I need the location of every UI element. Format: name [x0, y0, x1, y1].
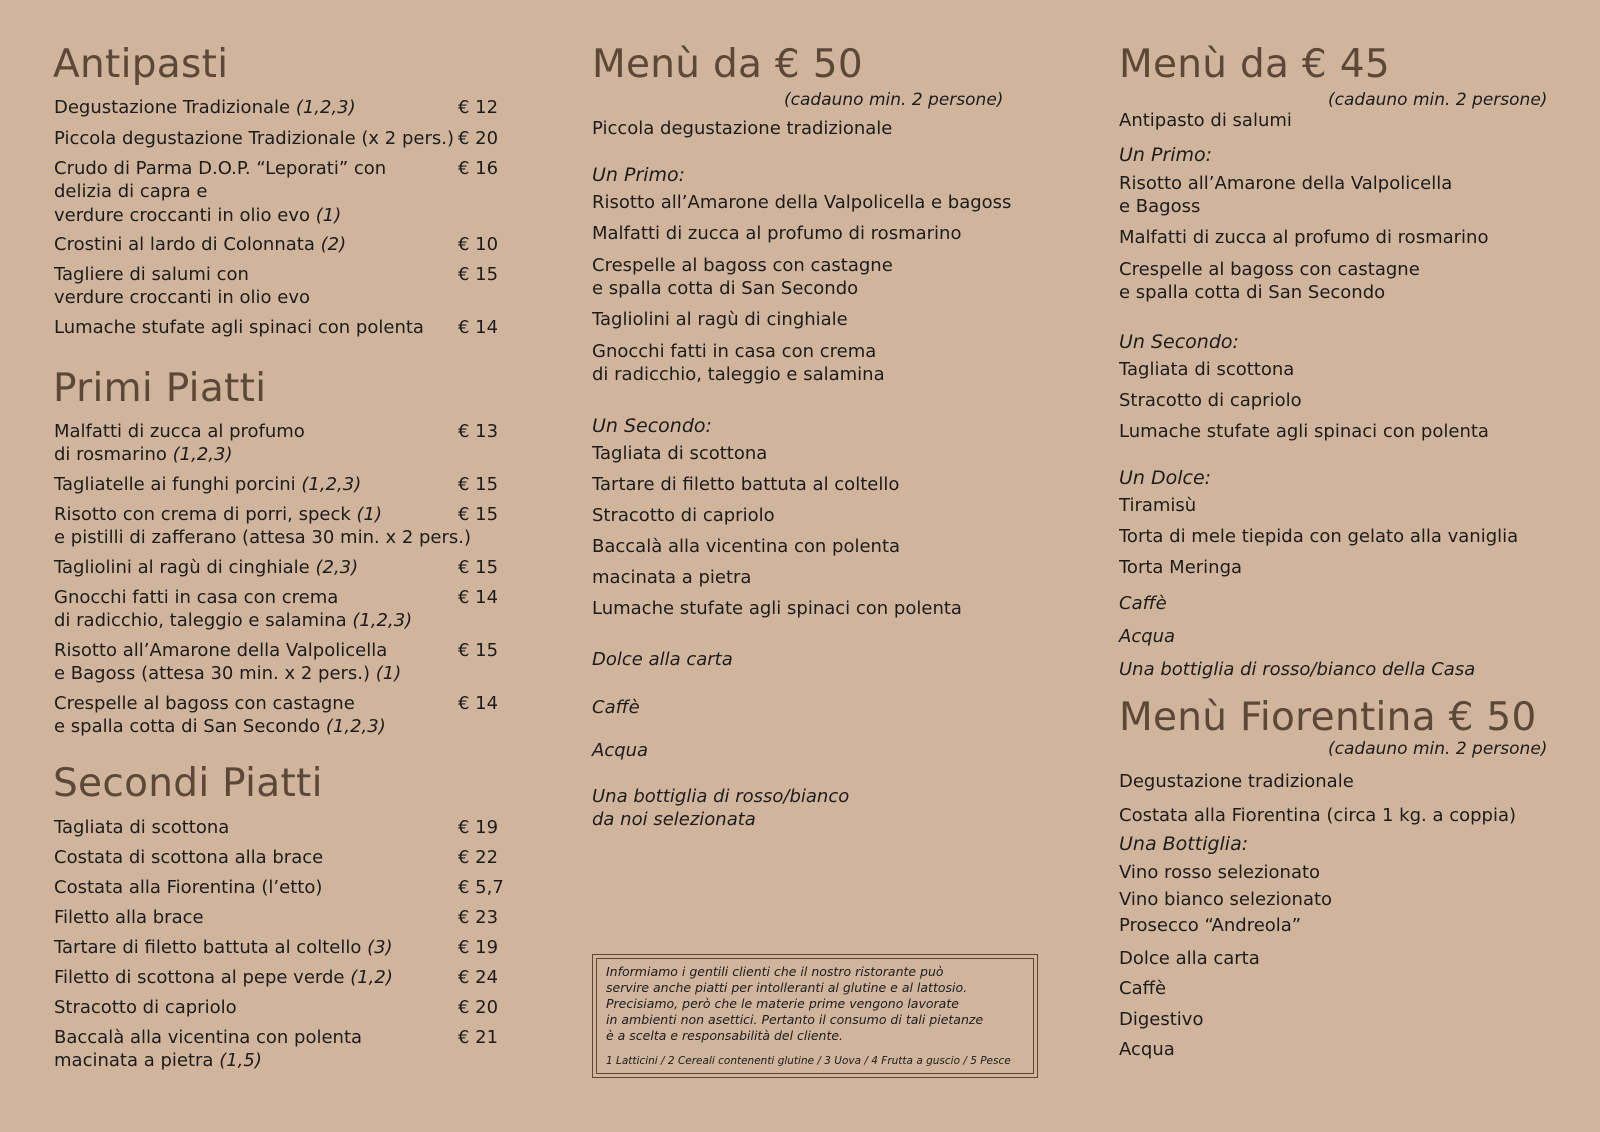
menu-item-name: Crostini al lardo di Colonnata (2): [54, 234, 347, 255]
section-title-secondi: Secondi Piatti: [53, 761, 323, 806]
menu-choice: Malfatti di zucca al profumo di rosmarino: [1119, 227, 1489, 248]
menu-item-price: € 15: [458, 264, 499, 285]
menu-item-name-cont: di radicchio, taleggio e salamina (1,2,3): [54, 610, 413, 631]
notice-line: è a scelta e responsabilità del cliente.: [606, 1028, 844, 1043]
menu-item-name: Filetto di scottona al pepe verde (1,2): [54, 967, 393, 988]
menu-choice-cont: e spalla cotta di San Secondo: [1119, 282, 1386, 303]
menu-extra: Acqua: [1119, 1039, 1175, 1060]
menu-item-name: Tartare di filetto battuta al coltello (3): [54, 937, 393, 958]
menu-item-name-cont: e spalla cotta di San Secondo (1,2,3): [54, 716, 386, 737]
menu-item-name: Crespelle al bagoss con castagne: [54, 693, 355, 714]
menu-item-name-cont: e Bagoss (attesa 30 min. x 2 pers.) (1): [54, 663, 402, 684]
menu-item-price: € 20: [458, 997, 499, 1018]
menu-item-price: € 15: [458, 557, 499, 578]
section-title-menu-45: Menù da € 45: [1119, 42, 1390, 87]
menu-choice: Tagliata di scottona: [1119, 359, 1295, 380]
menu-item-name: Baccalà alla vicentina con polenta: [54, 1027, 363, 1048]
menu-item-name: Risotto all’Amarone della Valpolicella: [54, 640, 388, 661]
section-title-menu-50: Menù da € 50: [592, 42, 863, 87]
notice-line: Precisiamo, però che le materie prime vengono lavorate: [606, 996, 959, 1011]
menu-item-price: € 5,7: [458, 877, 504, 898]
menu-subtitle: (cadauno min. 2 persone): [1328, 90, 1548, 110]
menu-choice: Crespelle al bagoss con castagne: [592, 255, 893, 276]
menu-choice: Torta Meringa: [1119, 557, 1243, 578]
menu-item-name: Costata alla Fiorentina (l’etto): [54, 877, 323, 898]
menu-item-price: € 19: [458, 817, 499, 838]
menu-item-name: Crudo di Parma D.O.P. “Leporati” con: [54, 158, 387, 179]
course-label: Un Secondo:: [592, 415, 712, 437]
menu-item-price: € 16: [458, 158, 499, 179]
menu-choice: Lumache stufate agli spinaci con polenta: [1119, 421, 1489, 442]
menu-item-name: Malfatti di zucca al profumo: [54, 421, 305, 442]
menu-item-price: € 15: [458, 640, 499, 661]
menu-item-name-cont: e pistilli di zafferano (attesa 30 min. x 2 pers.): [54, 527, 472, 548]
menu-item-price: € 14: [458, 693, 499, 714]
menu-choice: Vino bianco selezionato: [1119, 889, 1333, 910]
menu-extra: Dolce alla carta: [1119, 948, 1260, 969]
menu-choice: Gnocchi fatti in casa con crema: [592, 341, 877, 362]
menu-choice: Malfatti di zucca al profumo di rosmarino: [592, 223, 962, 244]
menu-item-name: Piccola degustazione Tradizionale (x 2 pers.): [54, 128, 454, 149]
menu-extra-cont: da noi selezionata: [592, 809, 756, 830]
menu-extra: Caffè: [1119, 593, 1167, 614]
menu-item-name: Degustazione Tradizionale (1,2,3): [54, 97, 356, 118]
menu-item-name: Lumache stufate agli spinaci con polenta: [54, 317, 424, 338]
menu-extra: Dolce alla carta: [592, 649, 733, 670]
menu-starter: Piccola degustazione tradizionale: [592, 118, 893, 139]
menu-item-price: € 14: [458, 587, 499, 608]
menu-item-name: Costata di scottona alla brace: [54, 847, 324, 868]
menu-extra: Una bottiglia di rosso/bianco: [592, 786, 850, 807]
menu-choice: Vino rosso selezionato: [1119, 862, 1321, 883]
menu-item-name: Tagliatelle ai funghi porcini (1,2,3): [54, 474, 362, 495]
menu-item-price: € 12: [458, 97, 499, 118]
menu-extra: Acqua: [592, 740, 649, 761]
menu-choice: Lumache stufate agli spinaci con polenta: [592, 598, 962, 619]
menu-item-name: Risotto con crema di porri, speck (1): [54, 504, 382, 525]
menu-item-name-cont: verdure croccanti in olio evo (1): [54, 205, 342, 226]
menu-extra: Una bottiglia di rosso/bianco della Casa: [1119, 659, 1476, 680]
menu-subtitle: (cadauno min. 2 persone): [1328, 739, 1548, 759]
menu-extra: Caffè: [592, 697, 640, 718]
menu-choice: Baccalà alla vicentina con polenta: [592, 536, 901, 557]
course-label: Una Bottiglia:: [1119, 833, 1249, 855]
menu-item-name: Tagliata di scottona: [54, 817, 230, 838]
course-label: Un Dolce:: [1119, 467, 1212, 489]
section-title-antipasti: Antipasti: [53, 42, 229, 87]
menu-extra: Acqua: [1119, 626, 1176, 647]
menu-item-price: € 14: [458, 317, 499, 338]
menu-item-price: € 19: [458, 937, 499, 958]
menu-item-price: € 15: [458, 504, 499, 525]
allergen-notice-box: [592, 954, 1038, 1078]
menu-item-name-cont: verdure croccanti in olio evo: [54, 287, 310, 308]
menu-choice: Risotto all’Amarone della Valpolicella e bagoss: [592, 192, 1012, 213]
menu-item-price: € 10: [458, 234, 499, 255]
menu-choice: Stracotto di capriolo: [592, 505, 775, 526]
menu-item-name-cont: macinata a pietra (1,5): [54, 1050, 262, 1071]
course-label: Un Secondo:: [1119, 331, 1239, 353]
menu-item-price: € 20: [458, 128, 499, 149]
menu-starter: Antipasto di salumi: [1119, 110, 1292, 131]
menu-choice: Tagliata di scottona: [592, 443, 768, 464]
menu-item-price: € 22: [458, 847, 499, 868]
menu-item-price: € 21: [458, 1027, 499, 1048]
menu-item-name: Tagliere di salumi con: [54, 264, 249, 285]
menu-extra: Caffè: [1119, 978, 1167, 999]
menu-item-price: € 24: [458, 967, 499, 988]
menu-choice: Costata alla Fiorentina (circa 1 kg. a coppia): [1119, 805, 1517, 826]
section-title-primi: Primi Piatti: [53, 366, 267, 411]
menu-choice-cont: di radicchio, taleggio e salamina: [592, 364, 885, 385]
menu-choice-cont: e Bagoss: [1119, 196, 1201, 217]
menu-subtitle: (cadauno min. 2 persone): [784, 90, 1004, 110]
menu-choice: Tagliolini al ragù di cinghiale: [592, 309, 848, 330]
menu-item-name: Tagliolini al ragù di cinghiale (2,3): [54, 557, 359, 578]
menu-choice: Crespelle al bagoss con castagne: [1119, 259, 1420, 280]
allergen-legend: 1 Latticini / 2 Cereali contenenti glutine / 3 Uova / 4 Frutta a guscio / 5 Pesce: [606, 1055, 1011, 1067]
menu-item-name: Gnocchi fatti in casa con crema: [54, 587, 339, 608]
notice-line: Informiamo i gentili clienti che il nostro ristorante può: [606, 964, 944, 979]
section-title-menu-fiorentina: Menù Fiorentina € 50: [1119, 695, 1537, 740]
notice-line: servire anche piatti per intolleranti al glutine e al lattosio.: [606, 980, 968, 995]
notice-line: in ambienti non asettici. Pertanto il consumo di tali pietanze: [606, 1012, 984, 1027]
menu-choice-cont: macinata a pietra: [592, 567, 752, 588]
menu-choice: Tartare di filetto battuta al coltello: [592, 474, 900, 495]
menu-choice: Tiramisù: [1119, 495, 1197, 516]
menu-item-name-cont: delizia di capra e: [54, 181, 208, 202]
menu-item-name: Stracotto di capriolo: [54, 997, 237, 1018]
menu-choice: Degustazione tradizionale: [1119, 771, 1354, 792]
menu-extra: Digestivo: [1119, 1009, 1204, 1030]
menu-item-price: € 13: [458, 421, 499, 442]
course-label: Un Primo:: [1119, 144, 1213, 166]
menu-item-price: € 23: [458, 907, 499, 928]
menu-choice: Torta di mele tiepida con gelato alla vaniglia: [1119, 526, 1519, 547]
menu-choice: Prosecco “Andreola”: [1119, 915, 1302, 936]
menu-item-price: € 15: [458, 474, 499, 495]
menu-item-name-cont: di rosmarino (1,2,3): [54, 444, 233, 465]
notice-text: [606, 964, 1024, 1044]
course-label: Un Primo:: [592, 164, 686, 186]
menu-choice-cont: e spalla cotta di San Secondo: [592, 278, 859, 299]
menu-choice: Stracotto di capriolo: [1119, 390, 1302, 411]
menu-item-name: Filetto alla brace: [54, 907, 204, 928]
menu-choice: Risotto all’Amarone della Valpolicella: [1119, 173, 1453, 194]
